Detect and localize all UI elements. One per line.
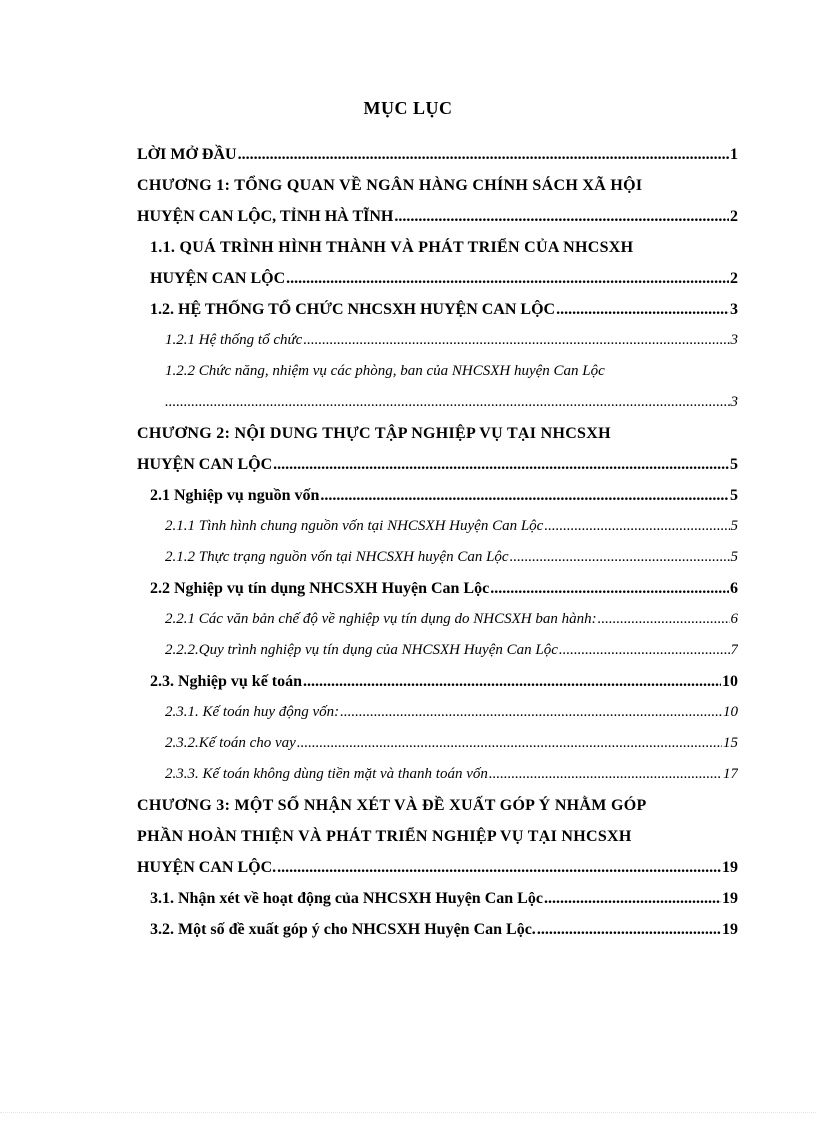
toc-entry-3-1[interactable] (137, 883, 738, 914)
toc-page-number: 6 (730, 611, 738, 627)
toc-entry-1-2-2[interactable] (137, 356, 738, 387)
toc-leader-dots (273, 449, 729, 480)
toc-page-number: 17 (723, 766, 738, 782)
toc-leader-dots (544, 511, 729, 542)
toc-entry-label: 2.1.2 Thực trạng nguồn vốn tại NHCSXH huyện Can Lộc (165, 549, 509, 565)
toc-leader-dots (303, 325, 729, 356)
toc-entry-2-3[interactable] (137, 666, 738, 697)
toc-entry-label: CHƯƠNG 2: NỘI DUNG THỰC TẬP NGHIỆP VỤ TẠI NHCSXH (137, 425, 611, 442)
toc-entry-3-2[interactable] (137, 914, 738, 945)
toc-entry-label: 3.1. Nhận xét về hoạt động của NHCSXH Huyện Can Lộc (150, 890, 543, 907)
toc-page-number: 2 (730, 270, 738, 287)
toc-entry-label: CHƯƠNG 3: MỘT SỐ NHẬN XÉT VÀ ĐỀ XUẤT GÓP Ý NHẰM GÓP (137, 797, 647, 814)
toc-entry-label: CHƯƠNG 1: TỔNG QUAN VỀ NGÂN HÀNG CHÍNH SÁCH XÃ HỘI (137, 177, 643, 194)
toc-entry-chapter-2-cont[interactable] (137, 449, 738, 480)
toc-leader-dots (340, 697, 722, 728)
toc-leader-dots (394, 201, 729, 232)
toc-page-number: 3 (730, 301, 738, 318)
toc-leader-dots (537, 914, 721, 945)
toc-page-number: 19 (722, 890, 738, 907)
toc-entry-2-1[interactable] (137, 480, 738, 511)
toc-entry-label: 2.3.1. Kế toán huy động vốn: (165, 704, 340, 720)
toc-page-number: 19 (722, 859, 738, 876)
toc-entry-label-cont: HUYỆN CAN LỘC (150, 270, 286, 287)
toc-leader-dots (598, 604, 730, 635)
toc-leader-dots (320, 480, 729, 511)
toc-leader-dots (510, 542, 730, 573)
toc-leader-dots (556, 294, 729, 325)
toc-entry-label: 3.2. Một số đề xuất góp ý cho NHCSXH Huyện Can Lộc. (150, 921, 536, 938)
toc-entry-label: 1.2.1 Hệ thống tổ chức (165, 332, 303, 348)
toc-entry-1-2[interactable] (137, 294, 738, 325)
toc-title: MỤC LỤC (363, 98, 453, 118)
toc-entry-label: 1.1. QUÁ TRÌNH HÌNH THÀNH VÀ PHÁT TRIỂN CỦA NHCSXH (150, 239, 634, 256)
toc-entry-label: 2.3.2.Kế toán cho vay (165, 735, 296, 751)
toc-entry-label: 2.2.1 Các văn bản chế độ về nghiệp vụ tín dụng do NHCSXH ban hành: (165, 611, 597, 627)
toc-entry-2-2[interactable] (137, 573, 738, 604)
toc-page-number: 10 (723, 704, 738, 720)
toc-entry-intro[interactable] (137, 139, 738, 170)
toc-entry-label: 1.2.2 Chức năng, nhiệm vụ các phòng, ban của NHCSXH huyện Can Lộc (165, 363, 605, 379)
toc-page-number: 7 (730, 642, 738, 658)
toc-page-number: 1 (730, 146, 738, 163)
toc-leader-dots (238, 139, 729, 170)
toc-entry-1-2-1[interactable] (137, 325, 738, 356)
toc-entry-label: LỜI MỞ ĐẦU (137, 146, 237, 163)
toc-page-number: 10 (722, 673, 738, 690)
toc-entry-label-cont: PHẦN HOÀN THIỆN VÀ PHÁT TRIỂN NGHIỆP VỤ TẠI NHCSXH (137, 828, 632, 845)
toc-entry-2-3-1[interactable] (137, 697, 738, 728)
toc-page-number: 3 (730, 332, 738, 348)
toc-entry-2-3-2[interactable] (137, 728, 738, 759)
toc-entry-label: 2.2.2.Quy trình nghiệp vụ tín dụng của NHCSXH Huyện Can Lộc (165, 642, 558, 658)
toc-entry-label-cont: HUYỆN CAN LỘC. (137, 859, 277, 876)
toc-leader-dots (490, 573, 729, 604)
table-of-contents (137, 139, 738, 945)
toc-page-number: 5 (730, 518, 738, 534)
toc-entry-2-2-1[interactable] (137, 604, 738, 635)
toc-entry-label: 2.2 Nghiệp vụ tín dụng NHCSXH Huyện Can Lộc (150, 580, 490, 597)
toc-page-number: 5 (730, 549, 738, 565)
toc-leader-dots (286, 263, 729, 294)
toc-entry-chapter-2[interactable] (137, 418, 738, 449)
toc-leader-dots (544, 883, 721, 914)
toc-entry-label: 2.3. Nghiệp vụ kế toán (150, 673, 303, 690)
toc-page-number: 2 (730, 208, 738, 225)
toc-entry-chapter-3-cont2[interactable] (137, 852, 738, 883)
toc-leader-dots (489, 759, 722, 790)
toc-leader-dots (303, 666, 721, 697)
toc-leader-dots (165, 387, 730, 418)
toc-entry-1-1-cont[interactable] (137, 263, 738, 294)
toc-entry-label-cont: HUYỆN CAN LỘC, TỈNH HÀ TĨNH (137, 208, 394, 225)
toc-entry-2-2-2[interactable] (137, 635, 738, 666)
toc-entry-chapter-1-cont[interactable] (137, 201, 738, 232)
page-bottom-border (0, 1112, 816, 1115)
toc-page-number: 5 (730, 487, 738, 504)
toc-entry-2-3-3[interactable] (137, 759, 738, 790)
toc-entry-label: 1.2. HỆ THỐNG TỔ CHỨC NHCSXH HUYỆN CAN LỘC (150, 301, 556, 318)
toc-leader-dots (277, 852, 721, 883)
toc-page-number: 19 (722, 921, 738, 938)
toc-entry-label: 2.1.1 Tình hình chung nguồn vốn tại NHCSXH Huyện Can Lộc (165, 518, 544, 534)
toc-entry-label-cont: HUYỆN CAN LỘC (137, 456, 273, 473)
toc-entry-chapter-3[interactable] (137, 790, 738, 821)
toc-page-number: 5 (730, 456, 738, 473)
toc-entry-label: 2.1 Nghiệp vụ nguồn vốn (150, 487, 320, 504)
toc-leader-dots (297, 728, 722, 759)
toc-leader-dots (559, 635, 730, 666)
toc-page-number: 6 (730, 580, 738, 597)
toc-entry-chapter-1[interactable] (137, 170, 738, 201)
toc-page-number: 3 (730, 394, 738, 410)
toc-entry-1-2-2-cont[interactable] (137, 387, 738, 418)
toc-entry-label: 2.3.3. Kế toán không dùng tiền mặt và thanh toán vốn (165, 766, 488, 782)
toc-entry-2-1-2[interactable] (137, 542, 738, 573)
toc-entry-2-1-1[interactable] (137, 511, 738, 542)
toc-entry-chapter-3-cont[interactable] (137, 821, 738, 852)
toc-page-number: 15 (723, 735, 738, 751)
toc-entry-1-1[interactable] (137, 232, 738, 263)
